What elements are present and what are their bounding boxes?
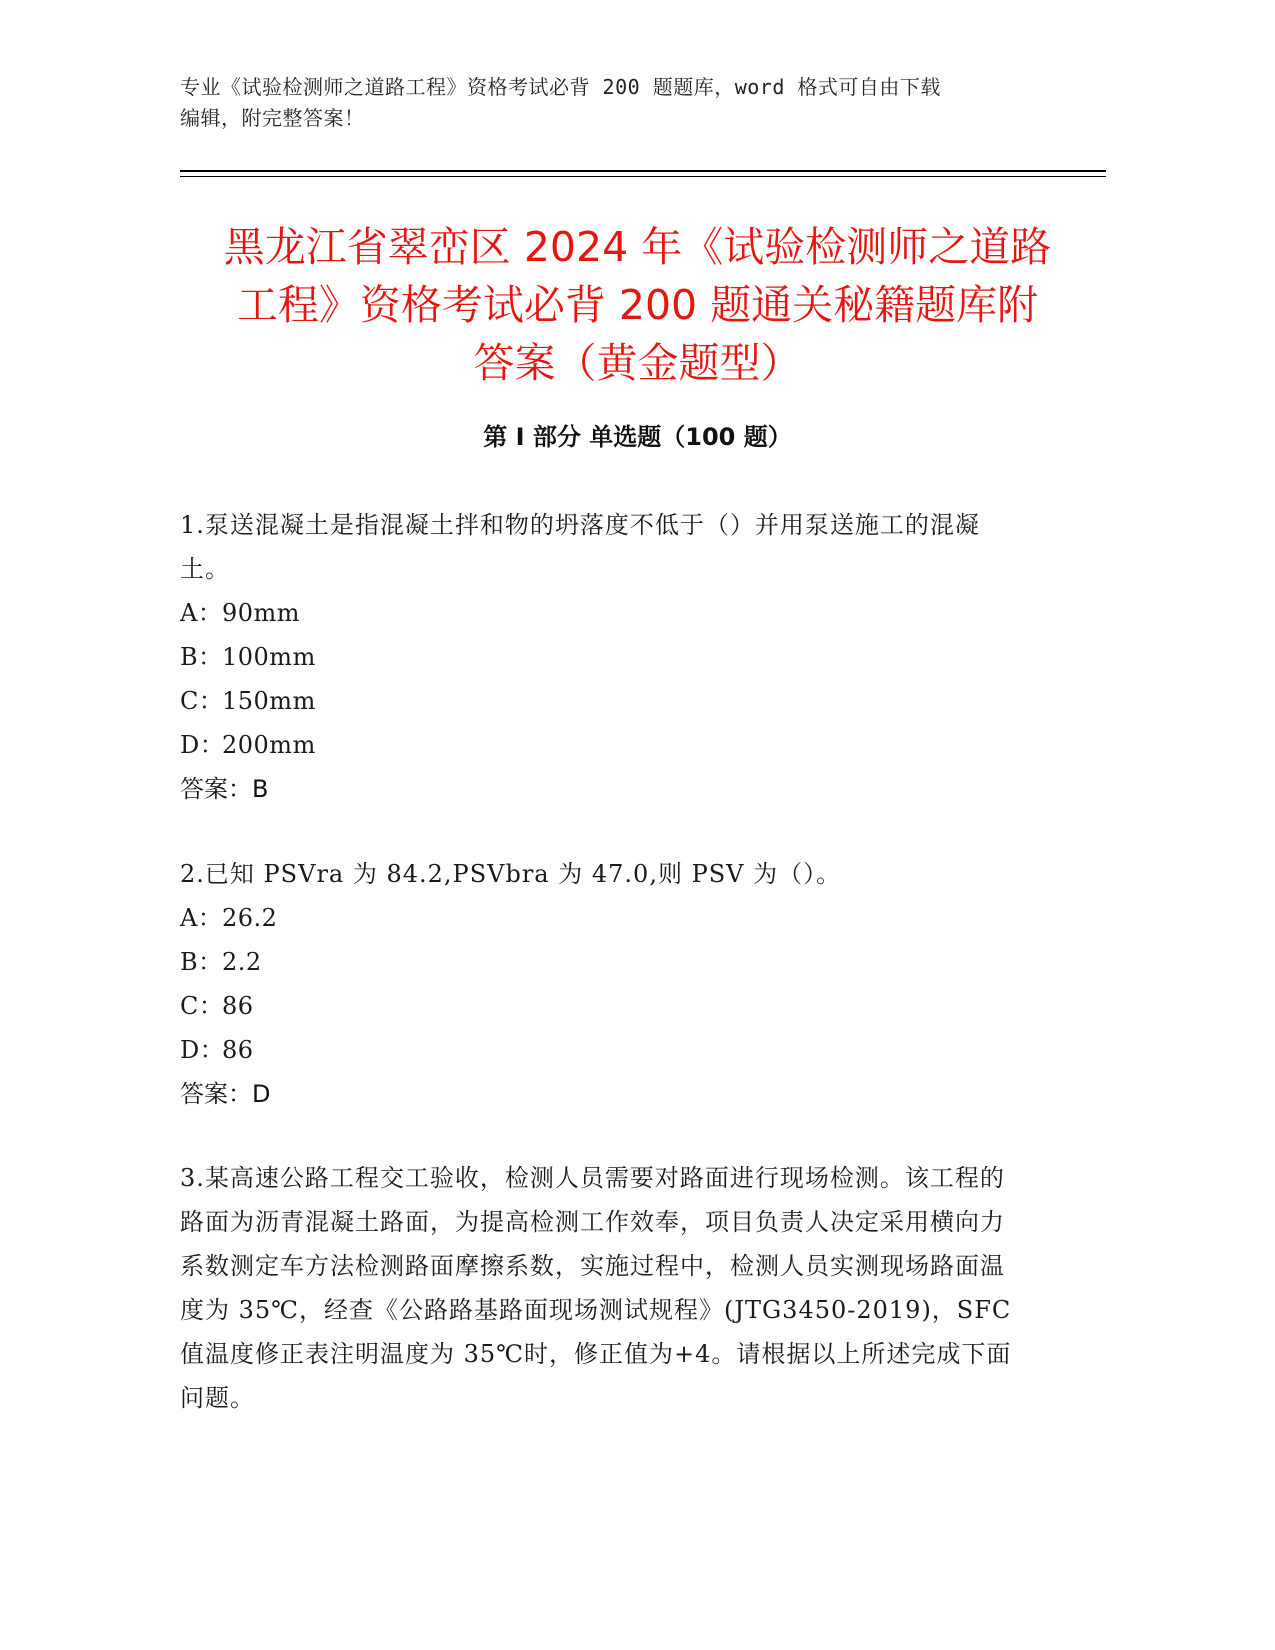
option-a — [180, 896, 1025, 940]
option-key: B： — [180, 948, 223, 976]
option-b — [180, 940, 1025, 984]
header-divider-thick — [180, 170, 1106, 172]
header-note-line2: 编辑，附完整答案！ — [180, 106, 365, 130]
header-divider-thin — [180, 176, 1106, 177]
option-text: 86 — [222, 1036, 254, 1064]
option-text: 150mm — [222, 687, 316, 715]
question-2 — [180, 852, 1025, 1116]
option-text: 86 — [222, 992, 254, 1020]
option-key: C： — [180, 992, 224, 1020]
question-stem: 3.某高速公路工程交工验收，检测人员需要对路面进行现场检测。该工程的路面为沥青混凝土路面，为提高检测工作效奉，项目负责人决定采用横向力系数测定车方法检测路面摩擦系数，实施过程中，检测人员实测现场路面温度为 35℃，经查《公路路基路面现场测试规程》(JTG3450-2019)，SFC 值温度修正表注明温度为 35℃时，修正值为+4。请根据以上所述完成下面问题。 — [180, 1164, 1012, 1412]
option-c — [180, 679, 1025, 723]
question-stem: 2.已知 PSVra 为 84.2,PSVbra 为 47.0,则 PSV 为（）。 — [180, 860, 842, 888]
option-text: 2.2 — [222, 948, 262, 976]
option-key: C： — [180, 687, 224, 715]
option-d — [180, 723, 1025, 767]
option-text: 100mm — [222, 643, 316, 671]
header-note — [180, 72, 1040, 134]
option-d — [180, 1028, 1025, 1072]
document-title-line3: 答案（黄金题型） — [473, 339, 802, 387]
question-stem: 1.泵送混凝土是指混凝土拌和物的坍落度不低于（）并用泵送施工的混凝土。 — [180, 511, 980, 583]
option-text: 26.2 — [222, 904, 278, 932]
option-text: 200mm — [222, 731, 316, 759]
option-key: B： — [180, 643, 223, 671]
question-1 — [180, 503, 1025, 811]
option-a — [180, 591, 1025, 635]
option-key: A： — [180, 599, 223, 627]
question-3 — [180, 1156, 1025, 1420]
document-title — [150, 218, 1125, 392]
option-key: D： — [180, 1036, 225, 1064]
option-key: D： — [180, 731, 225, 759]
option-b — [180, 635, 1025, 679]
option-key: A： — [180, 904, 223, 932]
answer-line: 答案：D — [180, 1080, 271, 1108]
option-text: 90mm — [222, 599, 301, 627]
answer-line: 答案：B — [180, 775, 269, 803]
header-note-line1: 专业《试验检测师之道路工程》资格考试必背 200 题题库，word 格式可自由下载 — [180, 75, 941, 99]
section-title: 第 I 部分 单选题（100 题） — [483, 423, 792, 451]
option-c — [180, 984, 1025, 1028]
document-title-line2: 工程》资格考试必背 200 题通关秘籍题库附 — [236, 281, 1039, 329]
document-title-line1: 黑龙江省翠峦区 2024 年《试验检测师之道路 — [223, 223, 1052, 271]
